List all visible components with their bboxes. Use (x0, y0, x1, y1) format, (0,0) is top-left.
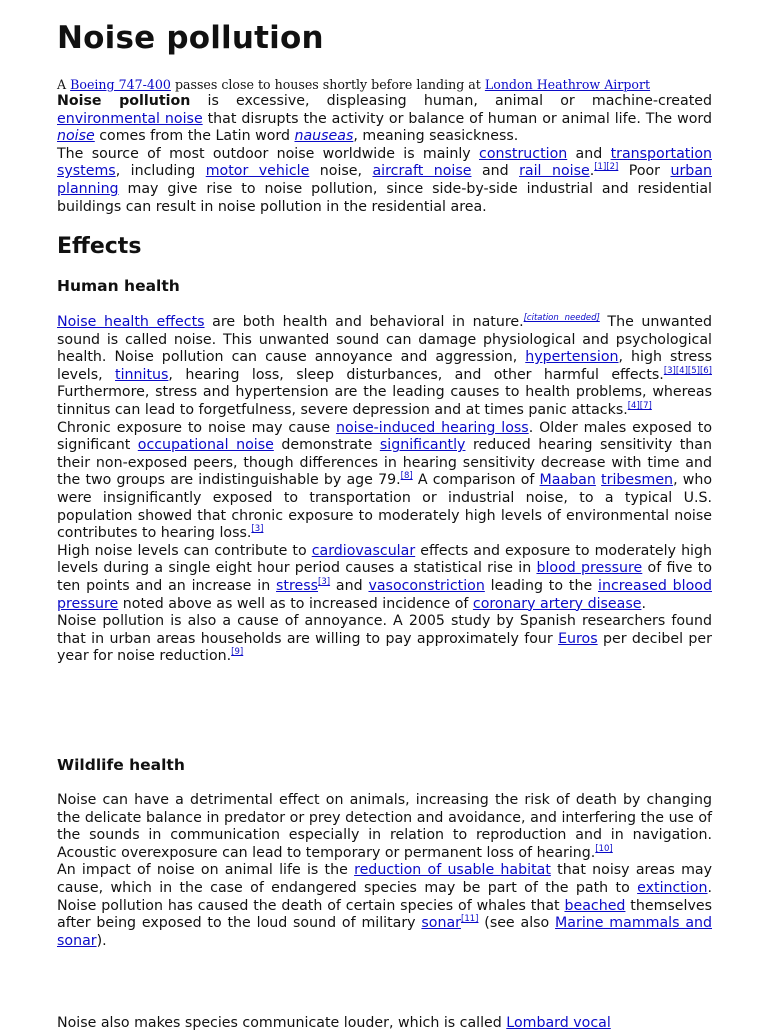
link-sonar[interactable]: sonar (421, 915, 461, 932)
citation-link[interactable]: [4][7] (627, 400, 652, 411)
caption-text: passes close to houses shortly before landing at (170, 77, 485, 92)
text: and (471, 163, 520, 180)
text: , hearing loss, sleep disturbances, and other harmful effects. (168, 366, 664, 383)
section-heading-effects: Effects (57, 234, 142, 259)
link-motor-vehicle[interactable]: motor vehicle (205, 163, 310, 180)
text: , high stress levels, (57, 349, 712, 383)
text: leading to the (484, 577, 599, 594)
text: reduced hearing sensitivity than their non-exposed peers, though differences in hearing sensitivity decrease with time and the two groups are indistinguishable by age 79. (57, 437, 712, 489)
wildlife-paragraph-2 (57, 862, 712, 950)
text: An impact of noise on animal life is the (57, 862, 355, 879)
text: themselves after being exposed to the loud sound of military (57, 897, 712, 932)
text: . (641, 595, 646, 612)
subsection-heading-human-health: Human health (57, 277, 180, 295)
text: The unwanted sound is called noise. This unwanted sound can damage physiological and psychological health. Noise pollution can cause annoyance and aggression, (57, 314, 713, 366)
text: Noise pollution is also a cause of annoyance. A 2005 study by Spanish researchers found that in urban areas households are willing to pay approximately four (57, 613, 712, 647)
citation-link[interactable]: [9] (231, 647, 244, 658)
text: may give rise to noise pollution, since side-by-side industrial and residential buildings can result in noise pollution in the residential area. (57, 180, 712, 215)
text: of five to ten points and an increase in (57, 560, 713, 594)
text: (see also (478, 915, 556, 932)
text: and (330, 577, 369, 594)
link-rail-noise[interactable]: rail noise (519, 163, 590, 180)
link-urban-planning[interactable]: urban planning (57, 163, 713, 197)
intro-paragraph-1 (57, 93, 712, 146)
text: and (567, 145, 611, 162)
text: Chronic exposure to noise may cause (57, 419, 336, 436)
text: Noise also makes species communicate louder, which is called (57, 1015, 507, 1031)
text: that disrupts the activity or balance of human or animal life. The word (202, 110, 712, 127)
human-health-section (57, 314, 712, 666)
link-cardiovascular[interactable]: cardiovascular (311, 542, 416, 559)
human-health-paragraph-1 (57, 314, 712, 420)
link-noise-health-effects[interactable]: Noise health effects (57, 314, 205, 330)
text: . Noise pollution has caused the death of certain species of whales that (57, 879, 712, 914)
link-beached[interactable]: beached (564, 897, 626, 914)
link-noise[interactable]: noise (57, 128, 95, 145)
citation-needed (524, 313, 600, 323)
text: , meaning seasickness. (353, 128, 519, 145)
text: High noise levels can contribute to (57, 542, 312, 559)
text: . (589, 163, 595, 180)
link-maaban[interactable]: Maaban (539, 472, 596, 489)
citation-link[interactable]: [8] (400, 471, 413, 482)
link-environmental-noise[interactable]: environmental noise (57, 110, 203, 127)
human-health-paragraph-3 (57, 543, 712, 613)
link-increased-blood-pressure[interactable]: increased blood pressure (57, 577, 712, 612)
image-caption (57, 76, 712, 93)
bold-term: Noise pollution (57, 93, 191, 109)
link-occupational-noise[interactable]: occupational noise (137, 437, 274, 454)
text: A comparison of (412, 472, 540, 489)
link-nauseas[interactable]: nauseas (294, 128, 354, 145)
citation-link[interactable]: [1][2] (594, 162, 619, 173)
link-aircraft-noise[interactable]: aircraft noise (372, 163, 472, 180)
caption-text: A (57, 77, 71, 92)
wildlife-health-section (57, 792, 712, 950)
text: that noisy areas may cause, which in the case of endangered species may be part of the path to (57, 862, 712, 896)
link-significantly[interactable]: significantly (379, 437, 466, 454)
link-blood-pressure[interactable]: blood pressure (536, 560, 643, 577)
citation-link[interactable]: [3][4][5][6] (663, 365, 712, 376)
link-hypertension[interactable]: hypertension (525, 349, 619, 366)
human-health-paragraph-2 (57, 420, 712, 543)
link-reduction-of-usable-habitat[interactable]: reduction of usable habitat (354, 862, 551, 879)
link-stress[interactable]: stress (276, 577, 319, 594)
link-tribesmen[interactable]: tribesmen (601, 472, 674, 489)
text: Poor (618, 163, 671, 180)
link-boeing-747-400[interactable]: Boeing 747-400 (70, 77, 171, 92)
link-euros[interactable]: Euros (558, 630, 598, 647)
text: comes from the Latin word (94, 128, 295, 145)
text: ). (96, 932, 107, 949)
text: The source of most outdoor noise worldwide is mainly (57, 145, 480, 162)
intro-section (57, 93, 712, 216)
wildlife-paragraph-1 (57, 792, 712, 862)
link-coronary-artery-disease[interactable]: coronary artery disease (472, 595, 642, 612)
link-extinction[interactable]: extinction (637, 879, 708, 896)
text: Furthermore, stress and hypertension are the leading causes to health problems, whereas tinnitus can lead to forgetfulness, severe depression and at times panic attacks. (57, 384, 712, 418)
text: . Older males exposed to significant (57, 419, 712, 454)
link-marine-mammals-and-sonar[interactable]: Marine mammals and sonar (57, 915, 713, 949)
citation-link[interactable]: [3] (318, 576, 331, 587)
text: effects and exposure to moderately high levels during a single eight hour period causes a statistical rise in (57, 542, 712, 577)
link-construction[interactable]: construction (479, 145, 568, 162)
citation-link[interactable]: [10] (595, 843, 613, 854)
text: noise, (309, 163, 373, 180)
link-lombard-vocal[interactable]: Lombard vocal (506, 1015, 611, 1031)
intro-paragraph-2 (57, 146, 712, 216)
citation-link[interactable]: [3] (251, 524, 264, 535)
link-noise-induced-hearing-loss[interactable]: noise-induced hearing loss (335, 419, 529, 436)
link-transportation-systems[interactable]: transportation systems (57, 145, 712, 180)
human-health-paragraph-4 (57, 613, 712, 666)
text: , who were insignificantly exposed to transportation or industrial noise, to a typical U.S. population showed that chronic exposure to moderately high levels of environmental noise contributes to hearing loss. (57, 472, 713, 542)
link-london-heathrow-airport[interactable]: London Heathrow Airport (484, 77, 651, 92)
link-tinnitus[interactable]: tinnitus (115, 366, 169, 383)
citation-link[interactable]: [11] (461, 914, 479, 925)
page-title: Noise pollution (57, 20, 324, 56)
text: Noise can have a detrimental effect on animals, increasing the risk of death by changing the delicate balance in predator or prey detection and avoidance, and interfering the use of the sounds in communication especially in relation to reproduction and in navigation. Acoustic overexposure can lead to temporary or permanent loss of hearing. (57, 792, 712, 861)
text: per decibel per year for noise reduction. (57, 630, 712, 665)
subsection-heading-wildlife-health: Wildlife health (57, 756, 185, 774)
text: demonstrate (273, 437, 380, 454)
text: noted above as well as to increased incidence of (118, 595, 473, 612)
text: is excessive, displeasing human, animal or machine-created (190, 93, 712, 109)
link-vasoconstriction[interactable]: vasoconstriction (368, 577, 485, 594)
text: , including (115, 163, 206, 180)
citation-needed-link[interactable]: [citation needed] (523, 313, 600, 323)
text: are both health and behavioral in nature. (204, 314, 524, 330)
